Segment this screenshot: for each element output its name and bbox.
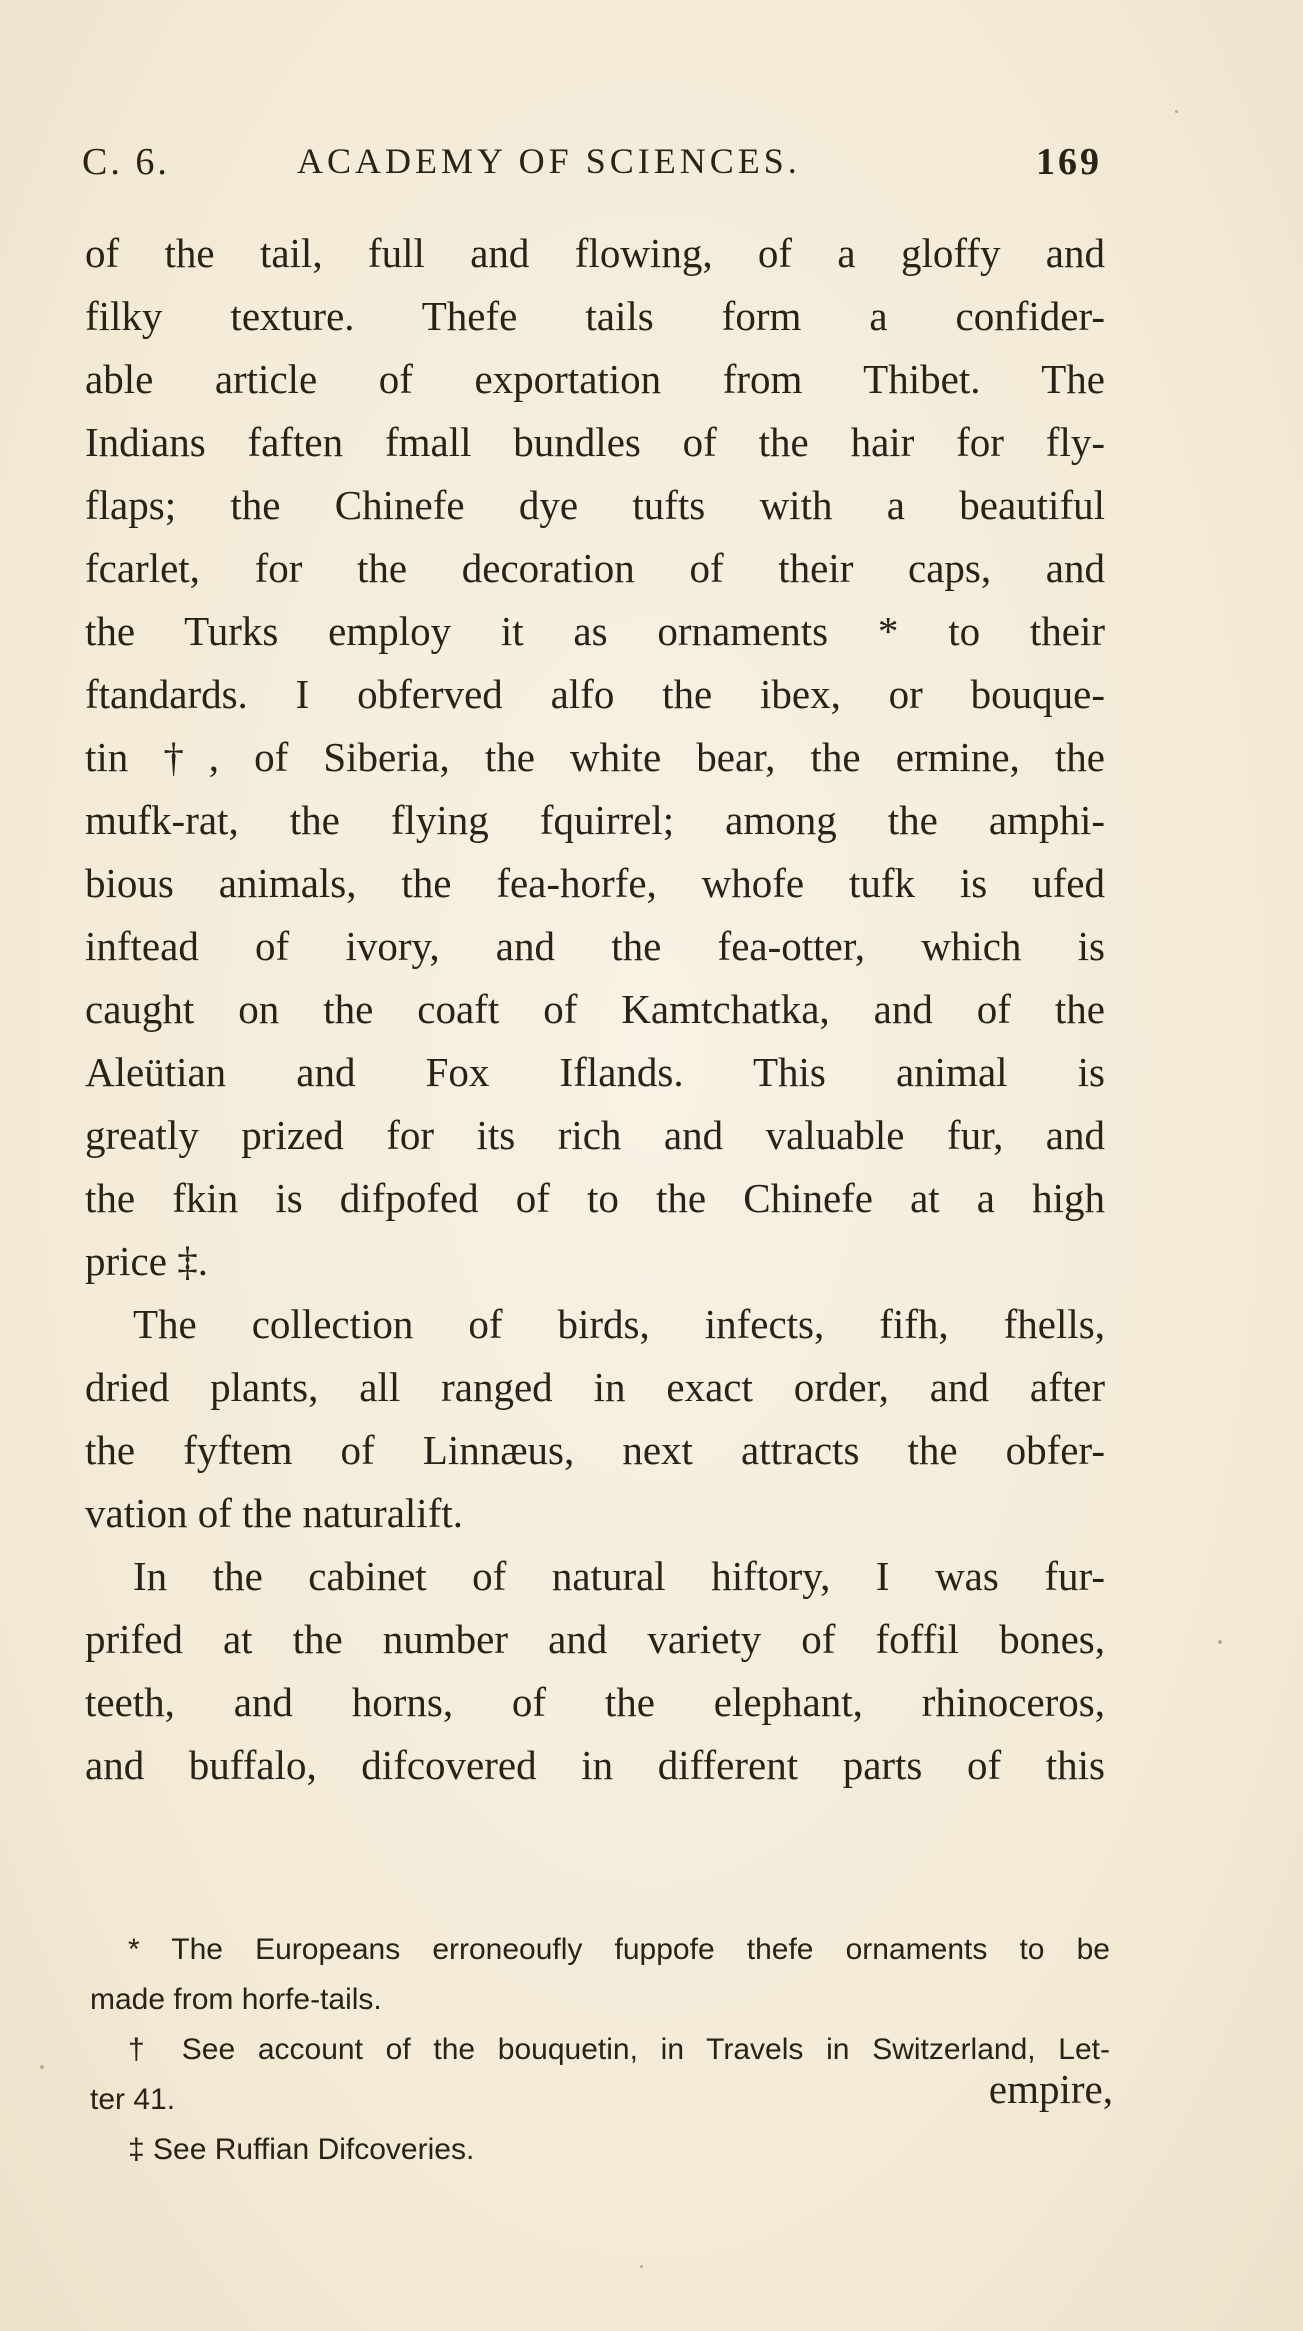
text-line: teeth, and horns, of the elephant, rhinoceros, — [85, 1679, 1105, 1725]
text-line: the fkin is difpofed of to the Chinefe at a high — [85, 1175, 1105, 1221]
text-line: and buffalo, difcovered in different parts of this — [85, 1742, 1105, 1788]
text-line: greatly prized for its rich and valuable fur, and — [85, 1112, 1105, 1158]
text-line: ftandards. I obferved alfo the ibex, or bouque- — [85, 671, 1105, 717]
running-title: ACADEMY OF SCIENCES. — [297, 141, 801, 181]
text-line: prifed at the number and variety of foffil bones, — [85, 1616, 1105, 1662]
catchword: empire, — [988, 2066, 1113, 2112]
paper-speck — [640, 2265, 643, 2268]
text-line: flaps; the Chinefe dye tufts with a beautiful — [85, 482, 1105, 528]
paragraph-end-line: price ‡. — [85, 1238, 208, 1284]
footnote-line: * The Europeans erroneoufly fuppofe thefe ornaments to be — [128, 1933, 1110, 1966]
paper-speck — [1218, 1640, 1222, 1644]
text-line: the fyftem of Linnæus, next attracts the obfer- — [85, 1427, 1105, 1473]
paragraph-start-line: The collection of birds, infects, fifh, fhells, — [133, 1301, 1105, 1347]
footnotes — [90, 1925, 1110, 2175]
paragraph-end-line: vation of the naturalift. — [85, 1490, 463, 1536]
text-line: dried plants, all ranged in exact order, and after — [85, 1364, 1105, 1410]
text-line: fcarlet, for the decoration of their caps, and — [85, 545, 1105, 591]
paper-speck — [40, 2065, 44, 2069]
paragraph-start-line: In the cabinet of natural hiftory, I was fur- — [133, 1553, 1105, 1599]
footnote-line: made from horfe-tails. — [90, 1983, 382, 2016]
text-line: bious animals, the fea-horfe, whofe tufk is ufed — [85, 860, 1105, 906]
text-line: tin †, of Siberia, the white bear, the ermine, the — [85, 734, 1105, 780]
footnote-line: † See account of the bouquetin, in Travels in Switzerland, Let- — [128, 2033, 1110, 2066]
text-line: mufk-rat, the flying fquirrel; among the amphi- — [85, 797, 1105, 843]
text-line: Aleütian and Fox Iflands. This animal is — [85, 1049, 1105, 1095]
chapter-number: C. 6. — [82, 141, 170, 183]
main-text — [85, 222, 1105, 1797]
page-number: 169 — [1036, 141, 1102, 183]
text-line: inftead of ivory, and the fea-otter, which is — [85, 923, 1105, 969]
text-line: able article of exportation from Thibet. The — [85, 356, 1105, 402]
text-line: filky texture. Thefe tails form a confider- — [85, 293, 1105, 339]
text-line: caught on the coaft of Kamtchatka, and of the — [85, 986, 1105, 1032]
text-line: the Turks employ it as ornaments * to their — [85, 608, 1105, 654]
footnote-line: ‡ See Ruffian Difcoveries. — [128, 2133, 475, 2166]
footnote-line: ter 41. — [90, 2083, 176, 2116]
text-line: of the tail, full and flowing, of a gloffy and — [85, 230, 1105, 276]
text-line: Indians faften fmall bundles of the hair for fly- — [85, 419, 1105, 465]
paper-speck — [1175, 110, 1178, 113]
running-header — [82, 140, 1102, 190]
